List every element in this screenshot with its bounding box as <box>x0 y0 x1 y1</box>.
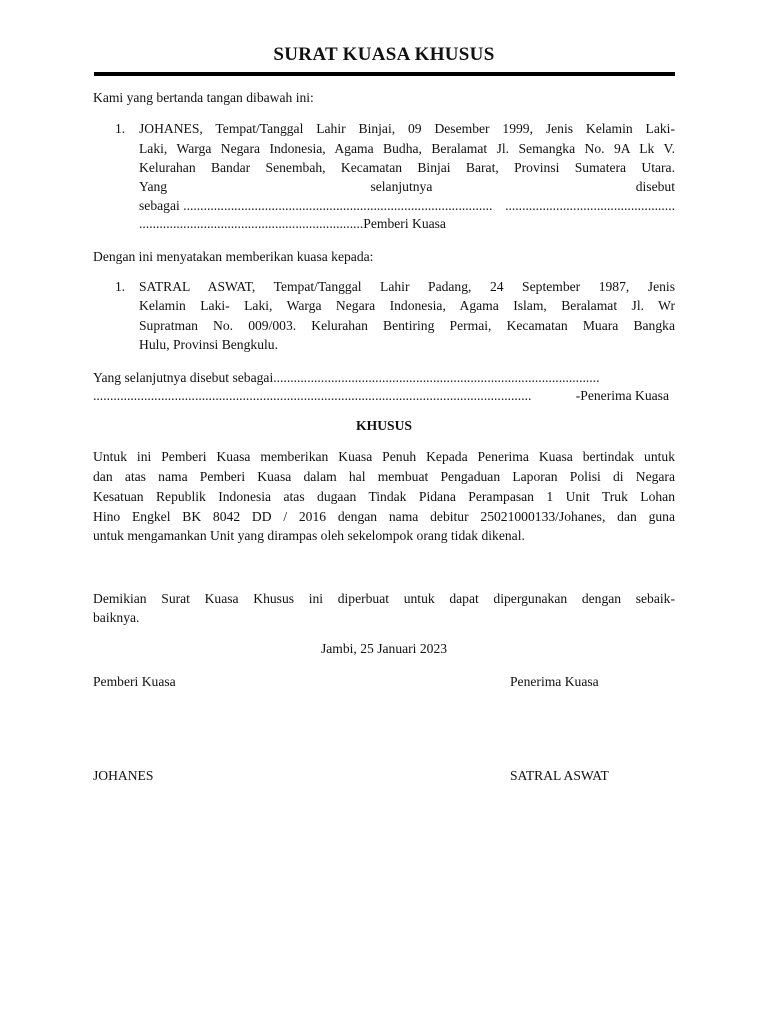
giver-line-5 <box>139 196 675 216</box>
giver-role-label: Pemberi Kuasa <box>363 216 446 231</box>
closing-line-1: Demikian Surat Kuasa Khusus ini diperbuat untuk dapat dipergunakan dengan sebaik- <box>93 591 675 606</box>
giver-line-6 <box>139 214 446 234</box>
section-heading: KHUSUS <box>356 418 412 433</box>
purpose-line-3: Kesatuan Republik Indonesia atas dugaan Tindak Pidana Perampasan 1 Unit Truk Lohan <box>93 489 675 504</box>
giver-dots-b: .................................................. <box>505 198 675 213</box>
closing-line-2: baiknya. <box>93 610 140 625</box>
signature-right-label: Penerima Kuasa <box>510 674 599 689</box>
receiver-ref-dots-a: ................................................................................................ <box>273 370 600 385</box>
receiver-line-3: Supratman No. 009/003. Kelurahan Bentiring Permai, Kecamatan Muara Bangka <box>139 318 675 333</box>
receiver-ref-line-2 <box>93 386 675 406</box>
receiver-ref-prefix: Yang selanjutnya disebut sebagai <box>93 370 274 385</box>
signature-right-name: SATRAL ASWAT <box>510 768 609 783</box>
giver-line-3: Kelurahan Bandar Senembah, Kecamatan Binjai Barat, Provinsi Sumatera Utara. <box>139 160 675 175</box>
purpose-line-2: dan atas nama Pemberi Kuasa dalam hal membuat Pengaduan Laporan Polisi di Negara <box>93 469 675 484</box>
title-underline <box>94 72 675 76</box>
intro-text: Kami yang bertanda tangan dibawah ini: <box>93 90 314 105</box>
giver-word-yang: Yang <box>139 179 168 194</box>
giver-line-1: JOHANES, Tempat/Tanggal Lahir Binjai, 09 Desember 1999, Jenis Kelamin Laki- <box>139 121 675 136</box>
receiver-line-1: SATRAL ASWAT, Tempat/Tanggal Lahir Padang, 24 September 1987, Jenis <box>139 279 675 294</box>
purpose-line-4: Hino Engkel BK 8042 DD / 2016 dengan nama debitur 25021000133/Johanes, dan guna <box>93 509 675 524</box>
letter-title: SURAT KUASA KHUSUS <box>273 44 495 65</box>
receiver-role-label: -Penerima Kuasa <box>575 388 669 403</box>
purpose-line-5: untuk mengamankan Unit yang dirampas oleh sekelompok orang tidak dikenal. <box>93 528 525 543</box>
purpose-line-1: Untuk ini Pemberi Kuasa memberikan Kuasa Penuh Kepada Penerima Kuasa bertindak untuk <box>93 449 675 464</box>
place-date: Jambi, 25 Januari 2023 <box>320 641 448 656</box>
giver-word-selanjutnya: selanjutnya <box>370 179 433 194</box>
transition-text: Dengan ini menyatakan memberikan kuasa kepada: <box>93 249 374 264</box>
giver-list-number: 1. <box>115 121 126 136</box>
signature-left-name: JOHANES <box>93 768 154 783</box>
giver-dots-c: .................................................................. <box>139 216 364 231</box>
receiver-line-2: Kelamin Laki- Laki, Warga Negara Indonesia, Agama Islam, Beralamat Jl. Wr <box>139 298 675 313</box>
receiver-ref-dots-b: ................................................................................................................................. <box>93 388 532 403</box>
giver-word-disebut: disebut <box>635 179 675 194</box>
receiver-ref-line-1 <box>93 368 675 388</box>
giver-line-4 <box>139 177 675 197</box>
giver-sebagai-prefix: sebagai ........................................................................................... <box>139 198 493 213</box>
receiver-line-4: Hulu, Provinsi Bengkulu. <box>139 337 278 352</box>
receiver-list-number: 1. <box>115 279 126 294</box>
signature-left-label: Pemberi Kuasa <box>93 674 176 689</box>
giver-line-2: Laki, Warga Negara Indonesia, Agama Budha, Beralamat Jl. Semangka No. 9A Lk V. <box>139 141 675 156</box>
